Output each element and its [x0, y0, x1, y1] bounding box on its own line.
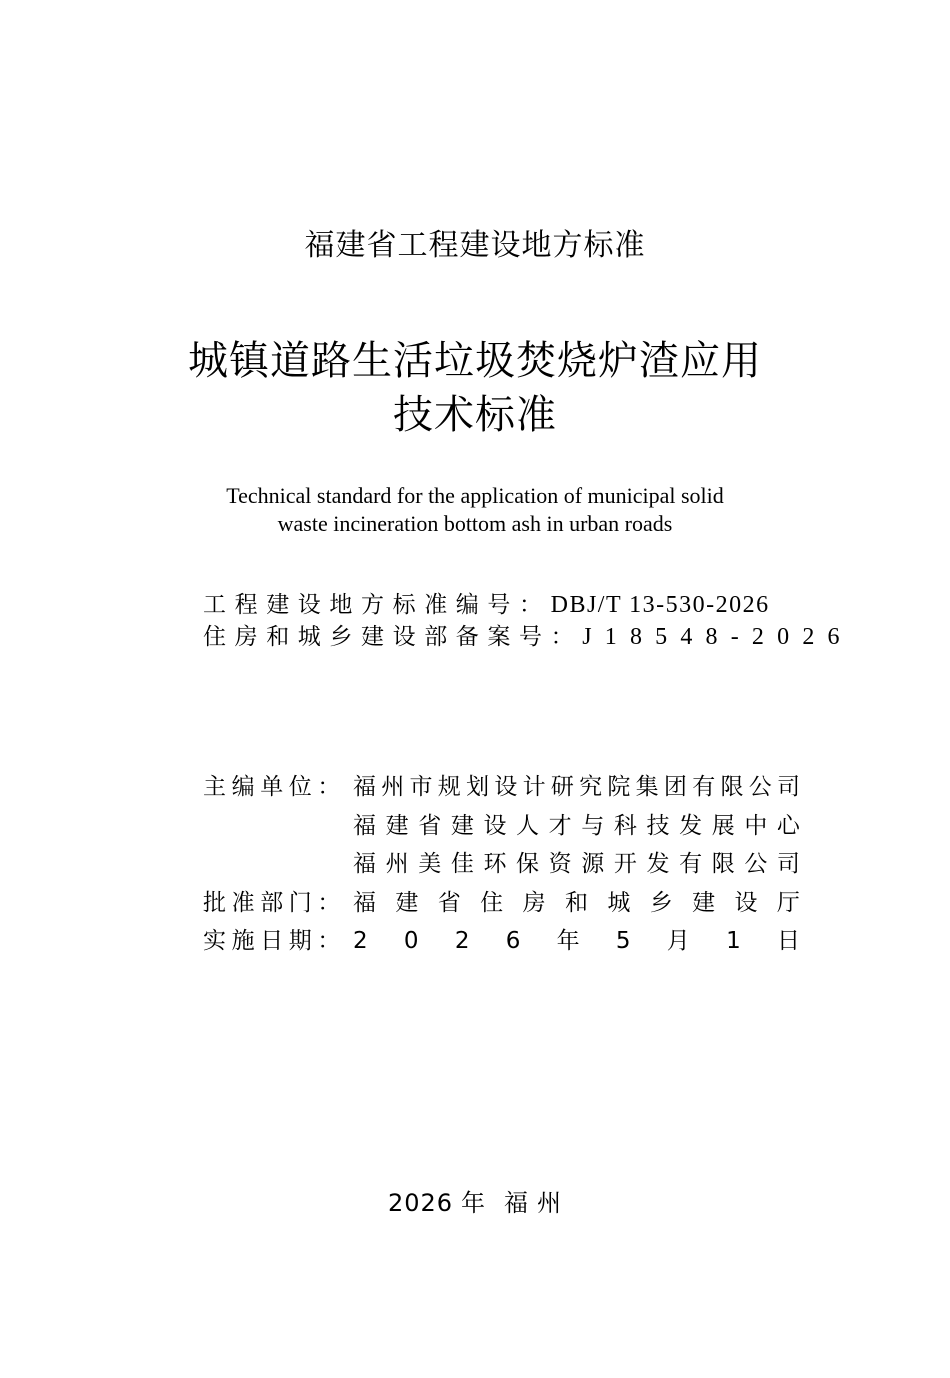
footer-year-unit: 年 [461, 1189, 487, 1217]
justified-char: 省 [418, 812, 442, 839]
effective-date-part: 月 [666, 928, 690, 954]
justified-char: 技 [646, 812, 670, 839]
justified-char: 限 [711, 851, 735, 877]
justified-char: 限 [720, 774, 744, 800]
record-number-label: 住房和城乡建设部备案号： [203, 624, 583, 650]
justified-char: 中 [744, 812, 768, 839]
effective-date-label: 实施日期： [203, 928, 346, 954]
editor-row-2 [203, 807, 803, 846]
justified-char: 建 [692, 889, 716, 916]
justified-char: 开 [613, 851, 637, 877]
justified-char: 住 [480, 889, 504, 916]
effective-date-part: 6 [505, 928, 521, 954]
publication-info [203, 768, 803, 961]
justified-char: 研 [550, 774, 574, 800]
justified-char: 团 [663, 774, 687, 800]
english-title [0, 482, 950, 538]
approver-label: 批准部门： [203, 889, 346, 916]
effective-date [353, 922, 800, 961]
justified-char: 展 [711, 812, 735, 839]
standard-number-row [203, 589, 803, 621]
editor-row-3 [203, 845, 803, 884]
justified-char: 设 [494, 774, 518, 800]
main-title [0, 334, 950, 442]
effective-date-part: 年 [556, 928, 580, 954]
footer-year: 2026 [387, 1189, 454, 1217]
justified-char: 设 [734, 889, 758, 916]
footer-city-char-1: 福 [504, 1189, 530, 1217]
justified-char: 究 [579, 774, 603, 800]
footer-imprint [0, 1186, 950, 1220]
effective-date-part: 0 [403, 928, 419, 954]
justified-char: 建 [395, 889, 419, 916]
standard-codes [203, 589, 853, 653]
main-title-line-2: 技术标准 [393, 392, 557, 438]
justified-char: 科 [613, 812, 637, 839]
effective-date-part: 1 [726, 928, 741, 954]
justified-char: 市 [409, 774, 433, 800]
justified-char: 资 [548, 851, 572, 877]
editor-unit-3 [353, 845, 800, 884]
justified-char: 公 [748, 774, 772, 800]
justified-char: 保 [516, 851, 540, 877]
justified-char: 建 [385, 812, 409, 839]
standard-number: DBJ/T 13-530-2026 [550, 592, 770, 618]
justified-char: 心 [776, 812, 800, 839]
justified-char: 福 [353, 774, 376, 800]
approver-row [203, 884, 803, 923]
effective-date-part: 日 [776, 928, 800, 954]
justified-char: 省 [437, 889, 461, 916]
justified-char: 有 [679, 851, 703, 877]
justified-char: 城 [607, 889, 631, 916]
justified-char: 厅 [776, 889, 800, 916]
justified-char: 与 [581, 812, 605, 839]
effective-date-row [203, 922, 803, 961]
justified-char: 人 [516, 812, 540, 839]
justified-char: 源 [581, 851, 605, 877]
justified-char: 划 [466, 774, 490, 800]
justified-char: 佳 [450, 851, 474, 877]
editor-unit-1 [353, 768, 800, 807]
effective-date-part: 2 [454, 928, 470, 954]
justified-char: 福 [353, 812, 376, 839]
justified-char: 发 [679, 812, 703, 839]
editor-unit-2 [353, 807, 800, 846]
effective-date-part: 5 [615, 928, 631, 954]
justified-char: 州 [381, 774, 405, 800]
justified-char: 和 [564, 889, 588, 916]
series-title: 福建省工程建设地方标准 [304, 228, 646, 263]
justified-char: 建 [450, 812, 474, 839]
justified-char: 福 [353, 851, 376, 877]
justified-char: 院 [607, 774, 631, 800]
justified-char: 乡 [649, 889, 673, 916]
justified-char: 房 [522, 889, 546, 916]
record-number-row [203, 621, 853, 653]
standard-number-label: 工程建设地方标准编号： [203, 592, 551, 618]
justified-char: 有 [692, 774, 716, 800]
english-title-line-2: waste incineration bottom ash in urban roads [277, 511, 673, 536]
justified-char: 公 [744, 851, 768, 877]
justified-char: 美 [418, 851, 442, 877]
effective-date-part: 2 [353, 928, 368, 954]
justified-char: 才 [548, 812, 572, 839]
justified-char: 环 [483, 851, 507, 877]
justified-char: 设 [483, 812, 507, 839]
justified-char: 司 [776, 774, 800, 800]
record-number: J18548-2026 [582, 624, 853, 650]
editor-row-1 [203, 768, 803, 807]
footer-city-char-2: 州 [537, 1189, 563, 1217]
justified-char: 发 [646, 851, 670, 877]
editor-label: 主编单位： [203, 774, 346, 800]
english-title-line-1: Technical standard for the application of municipal solid [226, 483, 724, 508]
justified-char: 规 [437, 774, 461, 800]
main-title-line-1: 城镇道路生活垃圾焚烧炉渣应用 [188, 338, 762, 384]
justified-char: 计 [522, 774, 546, 800]
justified-char: 州 [385, 851, 409, 877]
justified-char: 司 [776, 851, 800, 877]
approver-name [353, 884, 800, 923]
justified-char: 集 [635, 774, 659, 800]
justified-char: 福 [353, 889, 376, 916]
